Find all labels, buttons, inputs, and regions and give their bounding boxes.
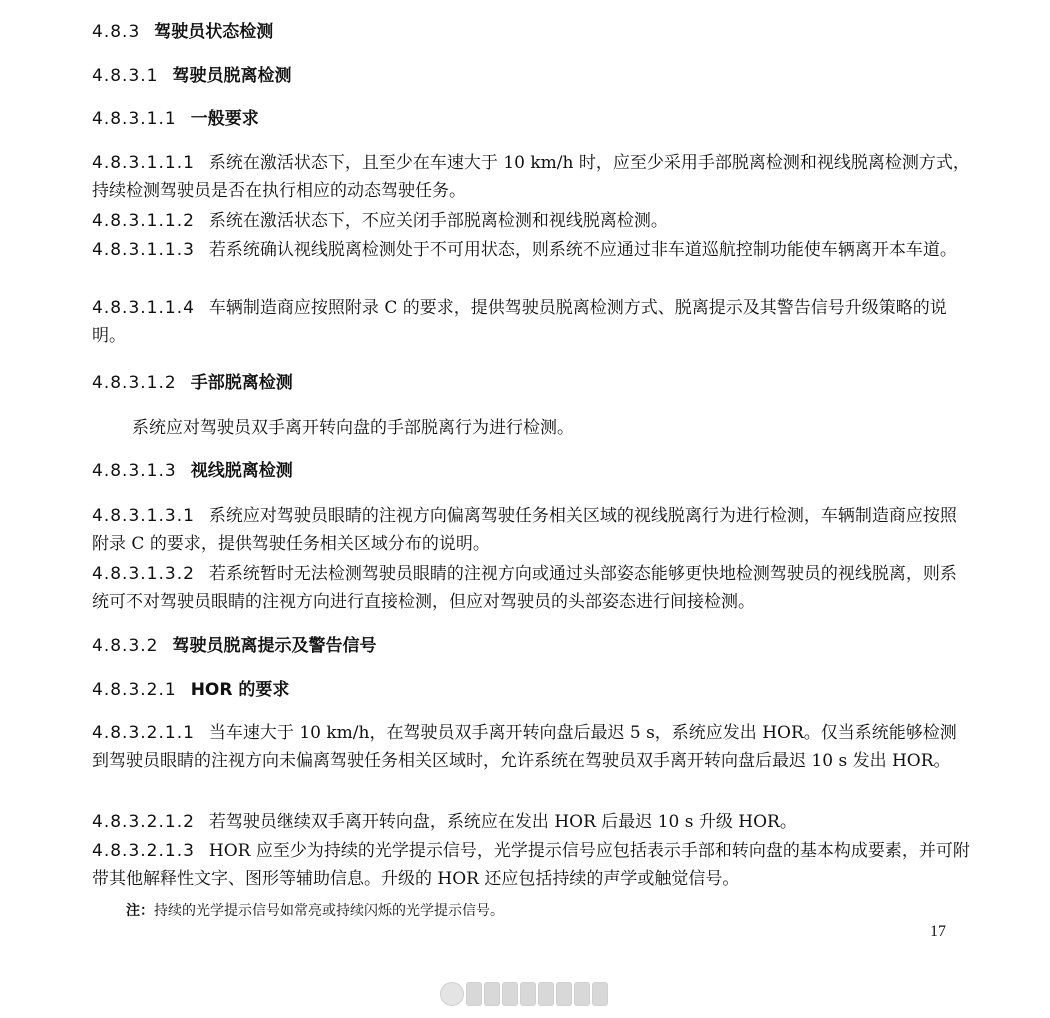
- clause-text: 系统应对驾驶员双手离开转向盘的手部脱离行为进行检测。: [132, 418, 574, 438]
- page-number: 17: [930, 923, 946, 940]
- paragraph-4-8-3-1-2: [132, 414, 972, 442]
- paragraph-4-8-3-1-1-2: [92, 207, 972, 235]
- clause-text: HOR 应至少为持续的光学提示信号，光学提示信号应包括表示手部和转向盘的基本构成要素，并可附带其他解释性文字、图形等辅助信息。升级的 HOR 还应包括持续的声学或触觉信号。: [92, 841, 970, 889]
- section-number: 4.8.3.1.2: [92, 373, 177, 393]
- watermark-mark: [484, 982, 500, 1006]
- section-number: 4.8.3.2.1: [92, 680, 177, 700]
- watermark-mark: [538, 982, 554, 1006]
- paragraph-4-8-3-1-1-4: [92, 294, 972, 350]
- clause-number: 4.8.3.1.1.3: [92, 240, 195, 260]
- watermark: [440, 983, 614, 1005]
- clause-text: 车辆制造商应按照附录 C 的要求，提供驾驶员脱离检测方式、脱离提示及其警告信号升级策略的说明。: [92, 298, 947, 346]
- heading-4-8-3-1-2: [92, 372, 293, 394]
- paragraph-4-8-3-1-1-1: [92, 149, 972, 205]
- section-title: HOR 的要求: [190, 680, 290, 700]
- section-number: 4.8.3: [92, 22, 141, 42]
- watermark-mark: [556, 982, 572, 1006]
- clause-text: 若驾驶员继续双手离开转向盘，系统应在发出 HOR 后最迟 10 s 升级 HOR。: [208, 812, 797, 832]
- heading-4-8-3-2: [92, 635, 376, 657]
- section-title: 驾驶员脱离提示及警告信号: [172, 636, 377, 656]
- note-text: 持续的光学提示信号如常亮或持续闪烁的光学提示信号。: [154, 903, 504, 919]
- watermark-mark: [466, 982, 482, 1006]
- clause-text: 当车速大于 10 km/h，在驾驶员双手离开转向盘后最迟 5 s，系统应发出 HOR。仅当系统能够检测到驾驶员眼睛的注视方向未偏离驾驶任务相关区域时，允许系统在驾驶员双手离开转向盘后最迟 10 s 发出 HOR。: [92, 723, 957, 771]
- watermark-mark: [502, 982, 518, 1006]
- heading-4-8-3: [92, 21, 273, 43]
- heading-4-8-3-1: [92, 65, 291, 87]
- section-title: 视线脱离检测: [190, 461, 293, 481]
- watermark-mark: [440, 982, 464, 1006]
- clause-number: 4.8.3.2.1.2: [92, 812, 195, 832]
- section-title: 手部脱离检测: [190, 373, 293, 393]
- watermark-mark: [574, 982, 590, 1006]
- clause-text: 若系统暂时无法检测驾驶员眼睛的注视方向或通过头部姿态能够更快地检测驾驶员的视线脱离，则系统可不对驾驶员眼睛的注视方向进行直接检测，但应对驾驶员的头部姿态进行间接检测。: [92, 564, 957, 612]
- section-number: 4.8.3.2: [92, 636, 159, 656]
- section-number: 4.8.3.1.3: [92, 461, 177, 481]
- clause-text: 系统应对驾驶员眼睛的注视方向偏离驾驶任务相关区域的视线脱离行为进行检测，车辆制造商应按照附录 C 的要求，提供驾驶任务相关区域分布的说明。: [92, 506, 957, 554]
- clause-text: 若系统确认视线脱离检测处于不可用状态，则系统不应通过非车道巡航控制功能使车辆离开本车道。: [208, 240, 957, 260]
- clause-number: 4.8.3.2.1.1: [92, 723, 195, 743]
- watermark-mark: [592, 982, 608, 1006]
- clause-number: 4.8.3.1.1.1: [92, 153, 195, 173]
- heading-4-8-3-2-1: [92, 679, 289, 701]
- note: [126, 901, 504, 921]
- clause-number: 4.8.3.1.3.2: [92, 564, 195, 584]
- paragraph-4-8-3-2-1-3: [92, 837, 972, 893]
- clause-number: 4.8.3.1.1.2: [92, 211, 195, 231]
- paragraph-4-8-3-2-1-1: [92, 719, 972, 775]
- section-number: 4.8.3.1: [92, 66, 159, 86]
- clause-text: 系统在激活状态下，不应关闭手部脱离检测和视线脱离检测。: [208, 211, 668, 231]
- paragraph-4-8-3-1-3-2: [92, 560, 972, 616]
- watermark-mark: [520, 982, 536, 1006]
- paragraph-4-8-3-1-1-3: [92, 236, 972, 264]
- heading-4-8-3-1-1: [92, 108, 259, 130]
- section-title: 驾驶员脱离检测: [172, 66, 292, 86]
- heading-4-8-3-1-3: [92, 460, 293, 482]
- clause-number: 4.8.3.1.3.1: [92, 506, 195, 526]
- note-label: 注：: [126, 903, 154, 919]
- section-title: 驾驶员状态检测: [154, 22, 274, 42]
- clause-number: 4.8.3.2.1.3: [92, 841, 195, 861]
- section-number: 4.8.3.1.1: [92, 109, 177, 129]
- clause-text: 系统在激活状态下，且至少在车速大于 10 km/h 时，应至少采用手部脱离检测和视线脱离检测方式，持续检测驾驶员是否在执行相应的动态驾驶任务。: [92, 153, 970, 201]
- paragraph-4-8-3-1-3-1: [92, 502, 972, 558]
- section-title: 一般要求: [190, 109, 259, 129]
- clause-number: 4.8.3.1.1.4: [92, 298, 195, 318]
- paragraph-4-8-3-2-1-2: [92, 808, 972, 836]
